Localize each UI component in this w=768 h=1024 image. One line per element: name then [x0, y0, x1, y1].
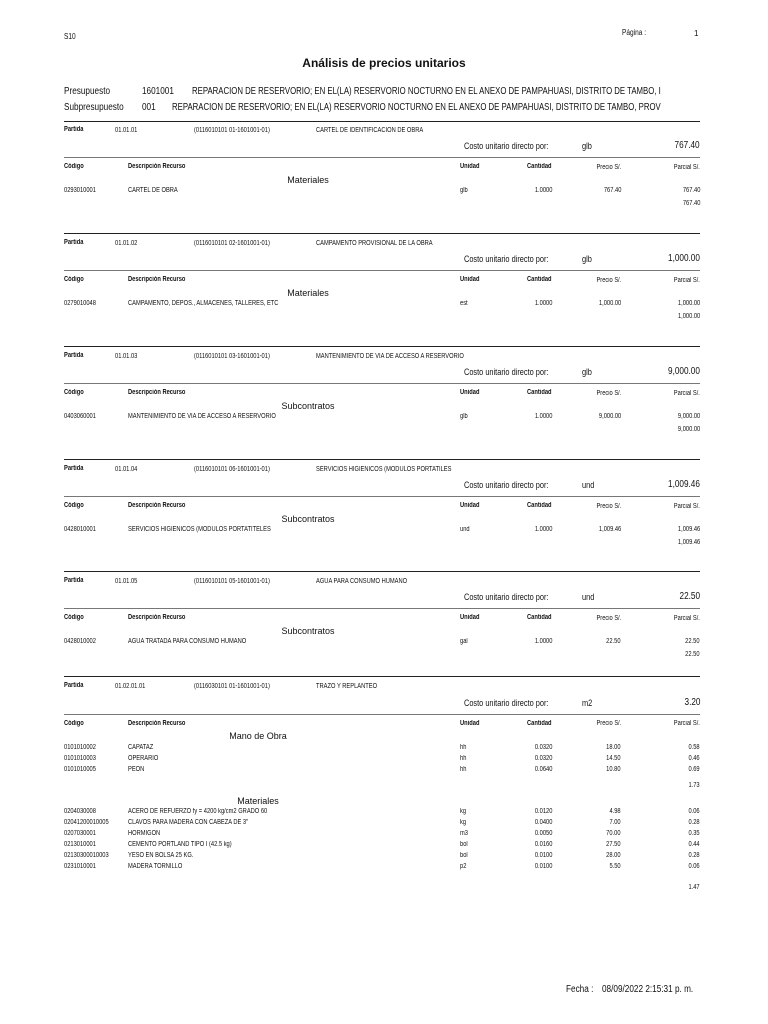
group-subtotal: 1.73: [688, 782, 700, 789]
row-unidad: kg: [460, 819, 467, 826]
col-unidad: Unidad: [460, 502, 480, 509]
row-codigo: 0428010001: [64, 526, 96, 533]
partida-divider: [64, 676, 700, 677]
costo-unitario-label: Costo unitario directo por:: [464, 254, 549, 264]
col-cantidad: Cantidad: [527, 276, 552, 283]
group-label: Subcontratos: [281, 401, 335, 411]
row-parcial: 0.28: [688, 852, 700, 859]
partida-unit: glb: [582, 141, 592, 151]
row-cantidad: 1.0000: [534, 187, 552, 194]
row-unidad: glb: [460, 187, 468, 194]
col-parcial: Parcial S/.: [673, 615, 700, 622]
row-codigo: 0101010002: [64, 744, 96, 751]
row-descripcion: OPERARIO: [128, 755, 159, 762]
subpresupuesto-label: Subpresupuesto: [64, 102, 124, 113]
row-parcial: 1,009.46: [677, 526, 700, 533]
partida-desc: MANTENIMIENTO DE VIA DE ACCESO A RESERVORIO: [316, 353, 464, 360]
fecha-label: Fecha :: [566, 984, 594, 995]
costo-unitario-label: Costo unitario directo por:: [464, 698, 549, 708]
partida-code: 01.01.05: [115, 578, 138, 585]
row-descripcion: HORMIGON: [128, 830, 161, 837]
row-precio: 70.00: [606, 830, 621, 837]
partida-code: 01.01.03: [115, 353, 138, 360]
group-subtotal: 1,009.46: [677, 539, 700, 546]
col-cantidad: Cantidad: [527, 389, 552, 396]
row-codigo: 0428010002: [64, 638, 96, 645]
group-subtotal: 22.50: [685, 651, 700, 658]
row-cantidad: 0.0160: [534, 841, 552, 848]
subpresupuesto-code: 001: [142, 102, 156, 113]
group-label: Materiales: [237, 796, 279, 806]
col-descripcion: Descripción Recurso: [128, 502, 186, 509]
costo-unitario-label: Costo unitario directo por:: [464, 367, 549, 377]
row-precio: 27.50: [606, 841, 621, 848]
col-precio: Precio S/.: [596, 615, 621, 622]
group-label: Materiales: [287, 288, 329, 298]
row-cantidad: 1.0000: [534, 526, 552, 533]
page-label: Página :: [622, 28, 647, 37]
row-precio: 1,000.00: [598, 300, 621, 307]
row-precio: 4.98: [609, 808, 621, 815]
group-subtotal: 1.47: [688, 884, 700, 891]
col-cantidad: Cantidad: [527, 502, 552, 509]
row-precio: 5.50: [609, 863, 621, 870]
row-descripcion: CAMPAMENTO, DEPOS., ALMACENES, TALLERES, ETC: [128, 300, 279, 307]
partida-code: 01.02.01.01: [115, 683, 146, 690]
row-descripcion: ACERO DE REFUERZO fy = 4200 kg/cm2 GRADO 60: [128, 808, 268, 815]
col-parcial: Parcial S/.: [673, 277, 700, 284]
partida-divider: [64, 459, 700, 460]
row-codigo: 0279010048: [64, 300, 96, 307]
row-unidad: hh: [460, 766, 467, 773]
row-precio: 1,009.46: [598, 526, 621, 533]
partida-desc: AGUA PARA CONSUMO HUMANO: [316, 578, 408, 585]
partida-cost: 767.40: [674, 140, 700, 151]
col-parcial: Parcial S/.: [673, 164, 700, 171]
col-codigo: Código: [64, 614, 84, 621]
partida-ref: (0116010101 03-1601001-01): [194, 353, 270, 360]
col-descripcion: Descripción Recurso: [128, 389, 186, 396]
row-unidad: p2: [460, 863, 467, 870]
costo-unitario-label: Costo unitario directo por:: [464, 480, 549, 490]
row-cantidad: 0.0400: [534, 819, 552, 826]
row-unidad: bol: [460, 841, 468, 848]
col-codigo: Código: [64, 720, 84, 727]
partida-label: Partida: [64, 465, 84, 472]
partida-ref: (0116010101 05-1601001-01): [194, 578, 270, 585]
col-unidad: Unidad: [460, 163, 480, 170]
partida-label: Partida: [64, 352, 84, 359]
row-cantidad: 0.0100: [534, 852, 552, 859]
col-descripcion: Descripción Recurso: [128, 163, 186, 170]
partida-cost: 3.20: [684, 697, 700, 708]
row-codigo: 0231010001: [64, 863, 96, 870]
partida-unit: und: [582, 592, 595, 602]
row-descripcion: CLAVOS PARA MADERA CON CABEZA DE 3": [128, 819, 249, 826]
row-cantidad: 1.0000: [534, 638, 552, 645]
fecha-value: 08/09/2022 2:15:31 p. m.: [602, 984, 694, 995]
costo-unitario-label: Costo unitario directo por:: [464, 592, 549, 602]
row-codigo: 02041200010005: [64, 819, 109, 826]
row-precio: 7.00: [609, 819, 621, 826]
row-descripcion: MANTENIMIENTO DE VIA DE ACCESO A RESERVORIO: [128, 413, 276, 420]
partida-cost: 22.50: [679, 591, 700, 602]
presupuesto-code: 1601001: [142, 86, 174, 97]
column-header-divider: [64, 608, 700, 609]
row-cantidad: 0.0320: [534, 755, 552, 762]
row-codigo: 0204030008: [64, 808, 96, 815]
presupuesto-desc: REPARACION DE RESERVORIO; EN EL(LA) RESERVORIO NOCTURNO EN EL ANEXO DE PAMPAHUASI, DISTRITO DE TAMBO, I: [192, 86, 661, 97]
page-number: 1: [694, 29, 699, 38]
row-parcial: 0.46: [688, 755, 700, 762]
row-precio: 18.00: [606, 744, 621, 751]
col-parcial: Parcial S/.: [673, 720, 700, 727]
group-subtotal: 9,000.00: [677, 426, 700, 433]
row-unidad: hh: [460, 755, 467, 762]
row-precio: 767.40: [603, 187, 621, 194]
partida-ref: (0116030101 01-1601001-01): [194, 683, 270, 690]
group-label: Subcontratos: [281, 514, 335, 524]
row-parcial: 0.69: [688, 766, 700, 773]
partida-divider: [64, 346, 700, 347]
row-parcial: 767.40: [682, 187, 700, 194]
row-unidad: glb: [460, 413, 468, 420]
partida-desc: CAMPAMENTO PROVISIONAL DE LA OBRA: [316, 240, 433, 247]
partida-ref: (0116010101 06-1601001-01): [194, 466, 270, 473]
row-cantidad: 0.0120: [534, 808, 552, 815]
column-header-divider: [64, 496, 700, 497]
col-cantidad: Cantidad: [527, 163, 552, 170]
row-cantidad: 1.0000: [534, 300, 552, 307]
group-subtotal: 1,000.00: [677, 313, 700, 320]
col-codigo: Código: [64, 502, 84, 509]
header-divider: [64, 121, 700, 122]
row-unidad: gal: [460, 638, 468, 645]
column-header-divider: [64, 383, 700, 384]
row-descripcion: AGUA TRATADA PARA CONSUMO HUMANO: [128, 638, 247, 645]
row-parcial: 0.35: [688, 830, 700, 837]
col-unidad: Unidad: [460, 720, 480, 727]
costo-unitario-label: Costo unitario directo por:: [464, 141, 549, 151]
col-precio: Precio S/.: [596, 390, 621, 397]
col-unidad: Unidad: [460, 389, 480, 396]
row-descripcion: MADERA TORNILLO: [128, 863, 183, 870]
column-header-divider: [64, 270, 700, 271]
row-unidad: m3: [460, 830, 468, 837]
row-descripcion: CEMENTO PORTLAND TIPO I (42.5 kg): [128, 841, 232, 848]
presupuesto-label: Presupuesto: [64, 86, 111, 97]
row-precio: 22.50: [606, 638, 621, 645]
col-precio: Precio S/.: [596, 720, 621, 727]
row-codigo: 0403060001: [64, 413, 96, 420]
row-unidad: bol: [460, 852, 468, 859]
col-unidad: Unidad: [460, 614, 480, 621]
group-label: Subcontratos: [281, 626, 335, 636]
col-parcial: Parcial S/.: [673, 390, 700, 397]
partida-label: Partida: [64, 577, 84, 584]
row-unidad: hh: [460, 744, 467, 751]
partida-divider: [64, 571, 700, 572]
partida-ref: (0116010101 01-1601001-01): [194, 127, 270, 134]
col-parcial: Parcial S/.: [673, 503, 700, 510]
row-cantidad: 0.0640: [534, 766, 552, 773]
row-cantidad: 1.0000: [534, 413, 552, 420]
row-descripcion: PEON: [128, 766, 145, 773]
group-subtotal: 767.40: [682, 200, 700, 207]
row-precio: 9,000.00: [598, 413, 621, 420]
partida-code: 01.01.02: [115, 240, 138, 247]
col-cantidad: Cantidad: [527, 720, 552, 727]
subpresupuesto-desc: REPARACION DE RESERVORIO; EN EL(LA) RESERVORIO NOCTURNO EN EL ANEXO DE PAMPAHUASI, DISTRITO DE TAMBO, PROV: [172, 102, 661, 113]
row-cantidad: 0.0320: [534, 744, 552, 751]
row-cantidad: 0.0100: [534, 863, 552, 870]
row-codigo: 0101010005: [64, 766, 96, 773]
row-codigo: 0213010001: [64, 841, 96, 848]
partida-cost: 1,009.46: [668, 479, 700, 490]
col-descripcion: Descripción Recurso: [128, 276, 186, 283]
col-precio: Precio S/.: [596, 164, 621, 171]
col-cantidad: Cantidad: [527, 614, 552, 621]
row-parcial: 0.44: [688, 841, 700, 848]
row-parcial: 0.06: [688, 808, 700, 815]
row-precio: 14.50: [606, 755, 621, 762]
row-unidad: est: [460, 300, 468, 307]
col-descripcion: Descripción Recurso: [128, 720, 186, 727]
partida-desc: CARTEL DE IDENTIFICACION DE OBRA: [316, 127, 424, 134]
row-codigo: 0207030001: [64, 830, 96, 837]
column-header-divider: [64, 714, 700, 715]
row-descripcion: CAPATAZ: [128, 744, 154, 751]
partida-cost: 1,000.00: [668, 253, 700, 264]
partida-label: Partida: [64, 239, 84, 246]
row-codigo: 0101010003: [64, 755, 96, 762]
row-parcial: 0.28: [688, 819, 700, 826]
row-parcial: 1,000.00: [677, 300, 700, 307]
partida-unit: glb: [582, 254, 592, 264]
row-parcial: 9,000.00: [677, 413, 700, 420]
col-codigo: Código: [64, 389, 84, 396]
partida-divider: [64, 233, 700, 234]
partida-label: Partida: [64, 126, 84, 133]
partida-code: 01.01.04: [115, 466, 138, 473]
col-codigo: Código: [64, 276, 84, 283]
row-descripcion: CARTEL DE OBRA: [128, 187, 178, 194]
software-label: S10: [64, 32, 76, 41]
row-parcial: 0.58: [688, 744, 700, 751]
partida-cost: 9,000.00: [668, 366, 700, 377]
row-precio: 28.00: [606, 852, 621, 859]
partida-desc: TRAZO Y REPLANTEO: [316, 683, 378, 690]
row-parcial: 0.06: [688, 863, 700, 870]
page-title: Análisis de precios unitarios: [302, 56, 466, 70]
col-descripcion: Descripción Recurso: [128, 614, 186, 621]
row-descripcion: SERVICIOS HIGIENICOS (MODULOS PORTATITELES: [128, 526, 271, 533]
group-label: Mano de Obra: [229, 731, 287, 741]
row-unidad: und: [460, 526, 470, 533]
group-label: Materiales: [287, 175, 329, 185]
row-cantidad: 0.0050: [534, 830, 552, 837]
partida-code: 01.01.01: [115, 127, 138, 134]
partida-unit: m2: [582, 698, 593, 708]
row-unidad: kg: [460, 808, 467, 815]
row-precio: 10.80: [606, 766, 621, 773]
partida-desc: SERVICIOS HIGIENICOS (MODULOS PORTATILES: [316, 466, 452, 473]
column-header-divider: [64, 157, 700, 158]
col-unidad: Unidad: [460, 276, 480, 283]
partida-ref: (0116010101 02-1601001-01): [194, 240, 270, 247]
row-parcial: 22.50: [685, 638, 700, 645]
col-codigo: Código: [64, 163, 84, 170]
row-codigo: 02130300010003: [64, 852, 109, 859]
row-descripcion: YESO EN BOLSA 25 KG.: [128, 852, 194, 859]
col-precio: Precio S/.: [596, 277, 621, 284]
partida-unit: und: [582, 480, 595, 490]
partida-unit: glb: [582, 367, 592, 377]
col-precio: Precio S/.: [596, 503, 621, 510]
row-codigo: 0293010001: [64, 187, 96, 194]
partida-label: Partida: [64, 682, 84, 689]
